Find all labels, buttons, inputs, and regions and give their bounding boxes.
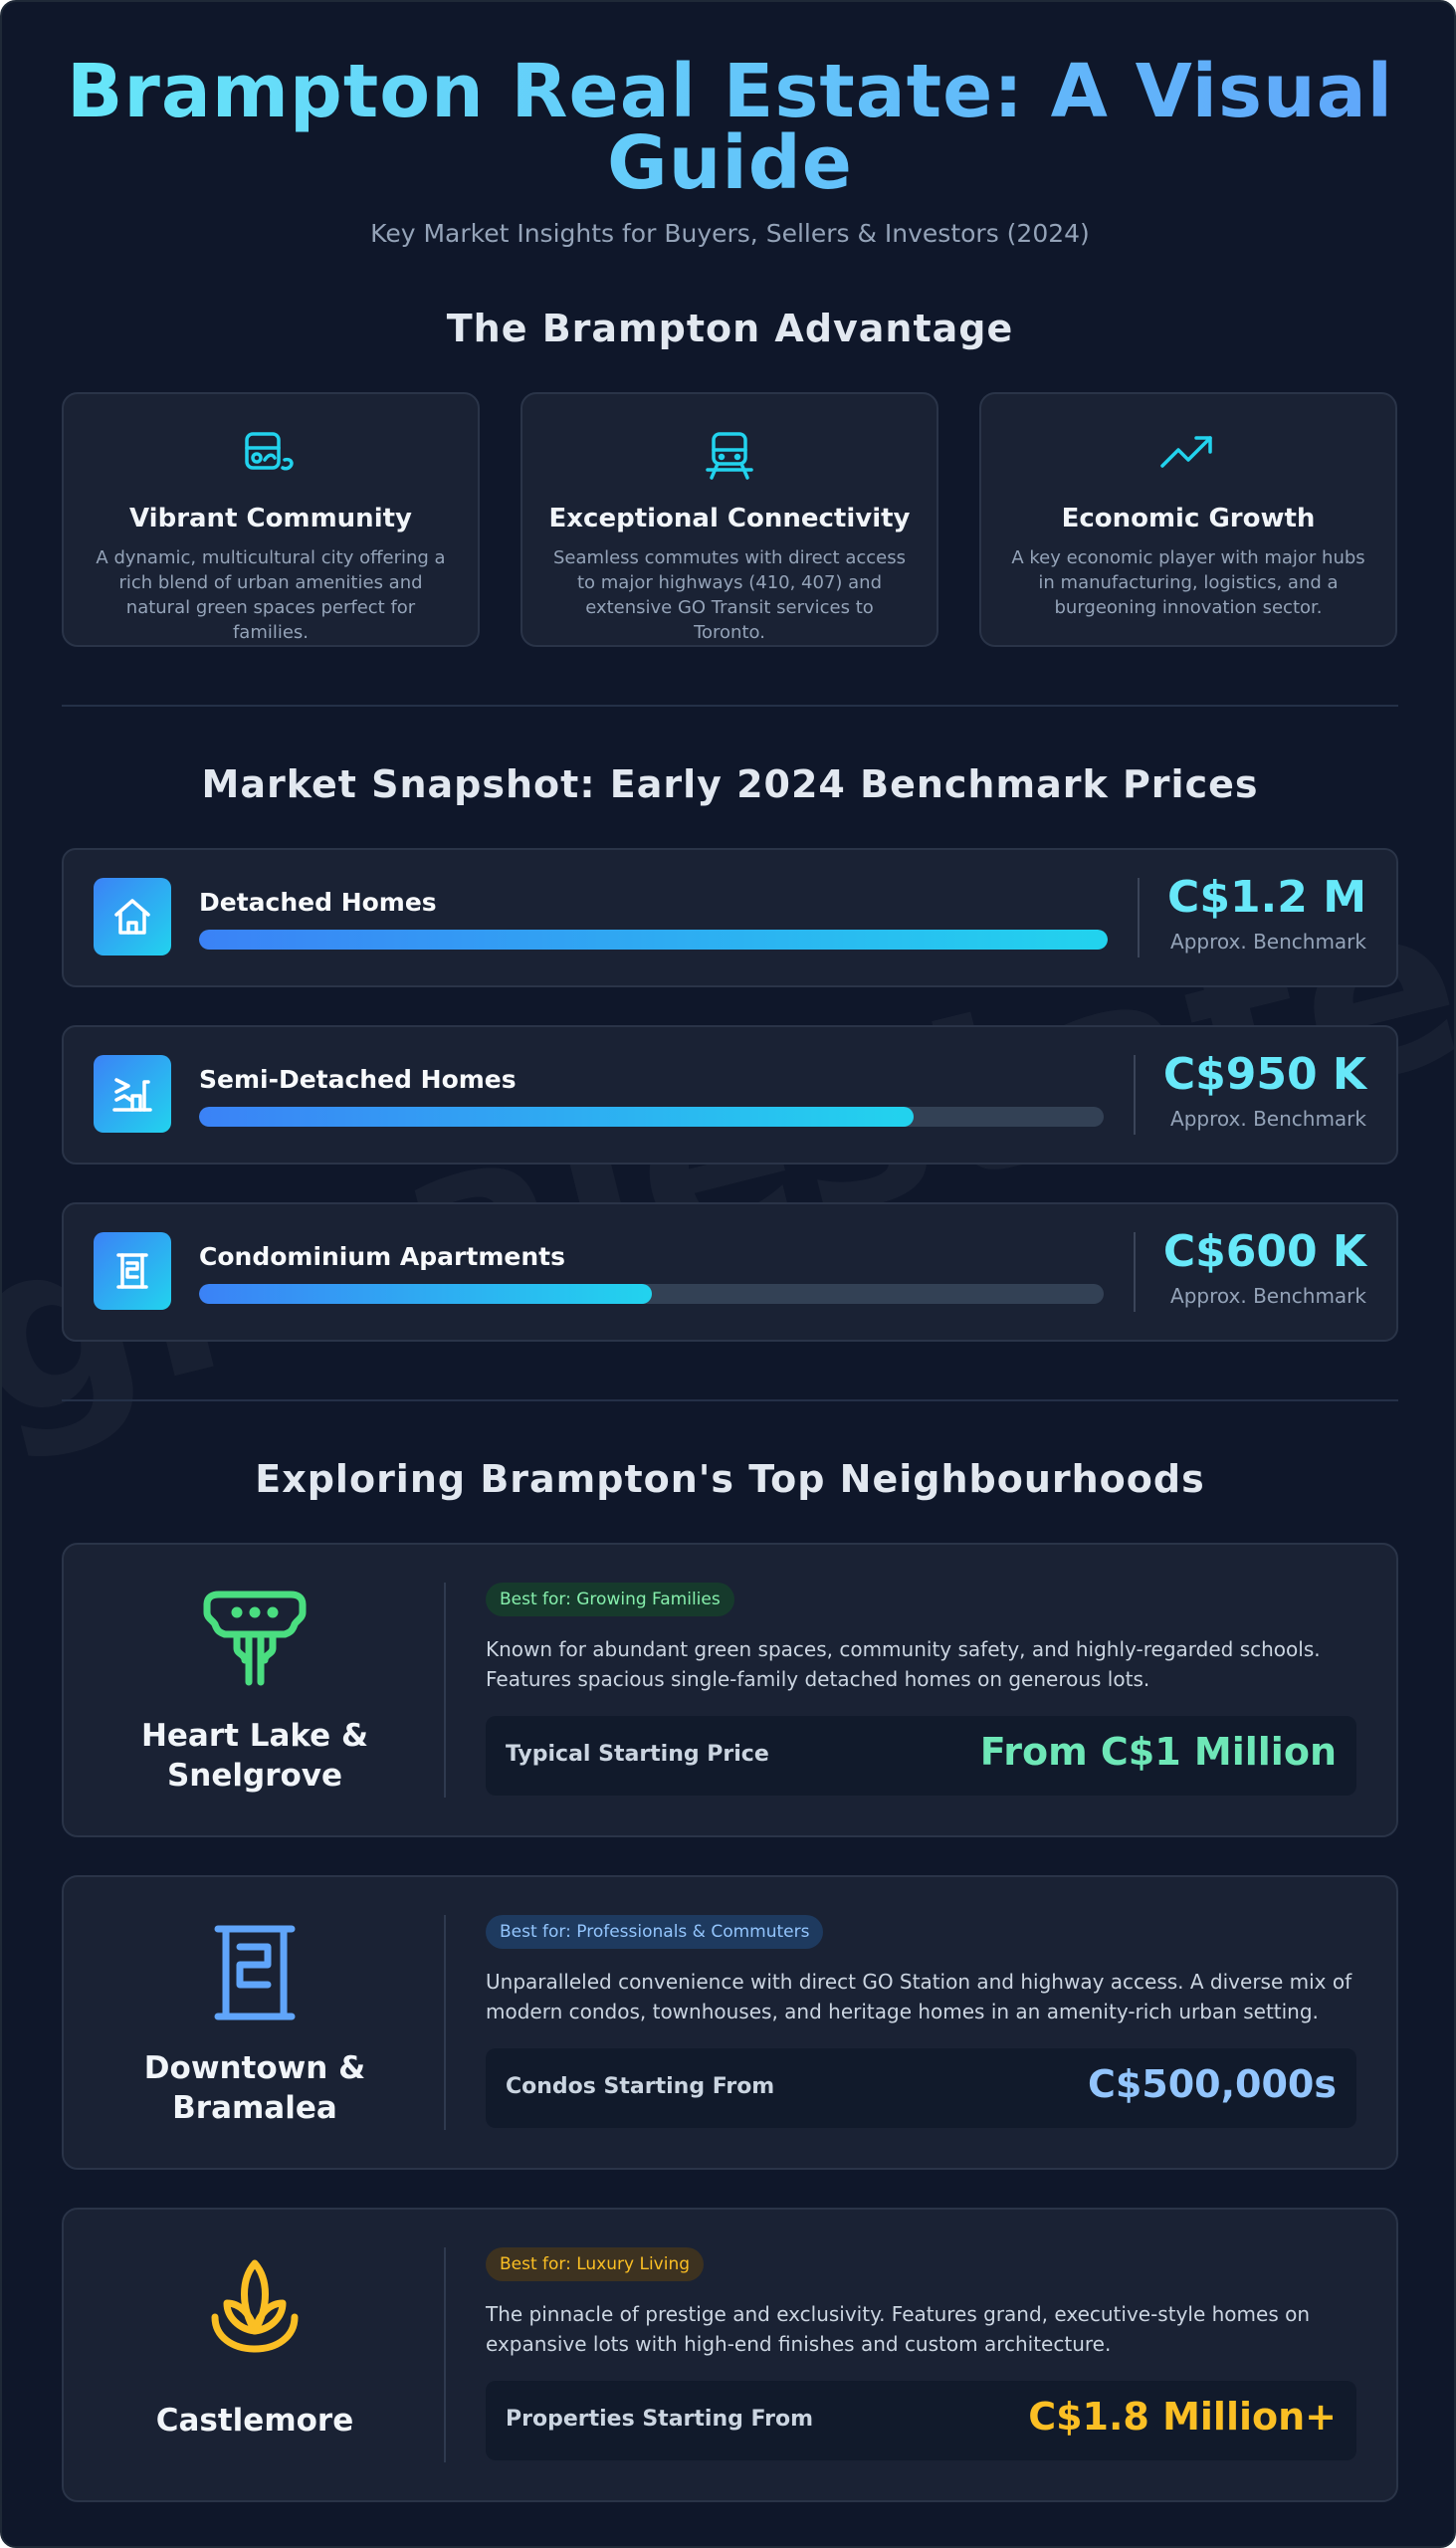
- price-caption: Approx. Benchmark: [1170, 1284, 1366, 1308]
- card-separator: [444, 2247, 446, 2462]
- starting-price-label: Properties Starting From: [506, 2407, 814, 2432]
- neighbourhood-card-downtown: [62, 1875, 1398, 2170]
- advantage-card-desc: Seamless commutes with direct access to major highways (410, 407) and extensive GO Transit services to Toronto.: [553, 547, 906, 643]
- price-bar-fill: [199, 1284, 652, 1304]
- price-card-condo: [62, 1202, 1398, 1342]
- price-caption: Approx. Benchmark: [1170, 1107, 1366, 1131]
- price-value: C$600 K: [1162, 1226, 1366, 1277]
- neighbourhood-card-heart-lake: [62, 1543, 1398, 1837]
- price-separator: [1134, 1055, 1136, 1135]
- starting-price-label: Condos Starting From: [506, 2074, 775, 2099]
- price-bar-track: [199, 1284, 1104, 1304]
- advantage-heading: The Brampton Advantage: [446, 307, 1014, 350]
- starting-price-value: C$1.8 Million+: [1028, 2395, 1337, 2439]
- advantage-card-title: Economic Growth: [1061, 504, 1316, 533]
- best-for-badge: Best for: Professionals & Commuters: [486, 1915, 823, 1949]
- price-label: Semi-Detached Homes: [199, 1065, 517, 1094]
- neighbourhoods-heading: Exploring Brampton's Top Neighbourhoods: [255, 1457, 1205, 1501]
- community-icon: [64, 430, 478, 486]
- advantage-card-community: [62, 392, 480, 647]
- price-bar-track: [199, 1107, 1104, 1127]
- condo-icon: [94, 1232, 171, 1310]
- card-separator: [444, 1583, 446, 1798]
- park-icon: [64, 1591, 446, 1690]
- neighbourhood-name: Heart Lake & Snelgrove: [140, 1718, 369, 1794]
- price-separator: [1134, 1232, 1136, 1312]
- price-bar-track: [199, 930, 1108, 950]
- card-separator: [444, 1915, 446, 2130]
- price-card-detached: [62, 848, 1398, 987]
- page-title: Brampton Real Estate: A Visual Guide: [42, 56, 1418, 199]
- price-card-semi-detached: [62, 1025, 1398, 1165]
- price-bar-fill: [199, 930, 1108, 950]
- starting-price-value: C$500,000s: [1087, 2062, 1337, 2106]
- advantage-card-title: Exceptional Connectivity: [548, 504, 911, 533]
- advantage-card-connectivity: [520, 392, 938, 647]
- price-bar-fill: [199, 1107, 914, 1127]
- house-icon: [94, 878, 171, 956]
- starting-price-box: [486, 2048, 1356, 2128]
- starting-price-box: [486, 2381, 1356, 2460]
- semi-detached-icon: [94, 1055, 171, 1133]
- price-value: C$1.2 M: [1167, 872, 1366, 923]
- neighbourhood-name: Castlemore: [155, 2403, 354, 2439]
- neighbourhood-description: Unparalleled convenience with direct GO Station and highway access. A diverse mix of modern condos, townhouses, and heritage homes in an amenity-rich urban setting.: [486, 1970, 1352, 2023]
- best-for-badge: Best for: Luxury Living: [486, 2247, 704, 2281]
- trending-up-icon: [981, 430, 1395, 486]
- advantage-card-economy: [979, 392, 1397, 647]
- advantage-card-desc: A key economic player with major hubs in manufacturing, logistics, and a burgeoning innovation sector.: [1011, 547, 1365, 618]
- building-icon: [64, 1923, 446, 2022]
- price-caption: Approx. Benchmark: [1170, 930, 1366, 954]
- advantage-card-title: Vibrant Community: [129, 504, 412, 533]
- advantage-card-desc: A dynamic, multicultural city offering a rich blend of urban amenities and natural green spaces perfect for families.: [96, 547, 446, 643]
- best-for-badge: Best for: Growing Families: [486, 1583, 734, 1616]
- price-separator: [1138, 878, 1140, 957]
- price-value: C$950 K: [1162, 1049, 1366, 1100]
- neighbourhood-card-castlemore: [62, 2208, 1398, 2502]
- price-label: Detached Homes: [199, 888, 437, 917]
- market-heading: Market Snapshot: Early 2024 Benchmark Prices: [201, 762, 1259, 806]
- section-divider: [62, 705, 1398, 707]
- page-subtitle: Key Market Insights for Buyers, Sellers & Investors (2024): [370, 219, 1090, 248]
- neighbourhood-description: Known for abundant green spaces, community safety, and highly-regarded schools. Features spacious single-family detached homes on generous lots.: [486, 1637, 1321, 1691]
- price-label: Condominium Apartments: [199, 1242, 565, 1271]
- train-icon: [522, 430, 936, 486]
- starting-price-value: From C$1 Million: [979, 1730, 1337, 1774]
- neighbourhood-description: The pinnacle of prestige and exclusivity. Features grand, executive-style homes on expansive lots with high-end finishes and custom architecture.: [486, 2302, 1311, 2356]
- neighbourhood-name: Downtown & Bramalea: [143, 2050, 366, 2126]
- starting-price-box: [486, 1716, 1356, 1796]
- starting-price-label: Typical Starting Price: [506, 1742, 769, 1767]
- section-divider: [62, 1399, 1398, 1401]
- leaf-icon: [64, 2255, 446, 2355]
